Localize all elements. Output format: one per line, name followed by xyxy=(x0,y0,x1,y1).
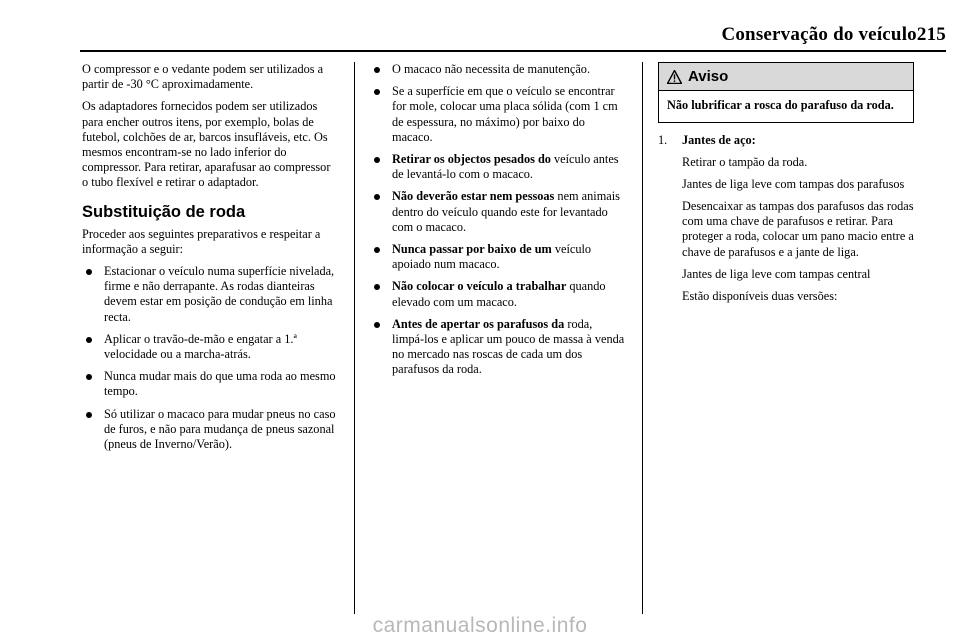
paragraph: Proceder aos seguintes preparativos e respeitar a informação a seguir: xyxy=(82,226,321,256)
list-item xyxy=(370,62,626,77)
list-item xyxy=(370,317,626,378)
list-item xyxy=(82,369,338,399)
list-item-text: veículo antes de levantá-lo com o macaco. xyxy=(392,152,619,182)
warning-header xyxy=(659,63,913,91)
paragraph: Jantes de liga leve com tampas central xyxy=(682,266,871,281)
paragraph: Desencaixar as tampas dos parafusos das rodas com uma chave de parafusos e retirar. Para proteger a roda, colocar um pano macio entre a chave de parafusos e a jante de liga. xyxy=(682,199,914,259)
page-header xyxy=(80,24,946,46)
column-divider-1 xyxy=(354,62,355,614)
text-column-3 xyxy=(658,62,914,311)
paragraph: Os adaptadores fornecidos podem ser utilizados para encher outros itens, por exemplo, bolas de futebol, colchões de ar, barcos insufláveis, etc. Os mesmos encontram-se no lado inferior do compressor. Para retirar, aparafusar ao compressor o tubo flexível e retirar o adaptador. xyxy=(82,99,331,190)
warning-triangle-icon xyxy=(667,70,682,84)
numbered-list xyxy=(658,133,914,148)
list-item-text: Nunca mudar mais do que uma roda ao mesmo tempo. xyxy=(104,369,336,399)
list-item-text: nem animais dentro do veículo quando este for levantado com o macaco. xyxy=(392,189,620,234)
paragraph: Jantes de liga leve com tampas dos parafusos xyxy=(682,176,905,191)
list-item-number: 1. xyxy=(658,133,668,148)
warning-box xyxy=(658,62,914,123)
bullet-list xyxy=(82,264,338,452)
list-item-lead: Não deverão estar nem pessoas xyxy=(392,189,555,204)
column-divider-2 xyxy=(642,62,643,614)
list-item-lead: Retirar os objectos pesados do xyxy=(392,152,551,167)
list-item-text: O macaco não necessita de manutenção. xyxy=(392,62,591,76)
warning-title: Aviso xyxy=(688,68,729,85)
list-item-heading: Jantes de aço: xyxy=(682,133,756,148)
text-column-1 xyxy=(82,62,338,459)
list-item xyxy=(370,242,626,272)
list-item-text: Só utilizar o macaco para mudar pneus no caso de furos, e não para mudança de pneus sazonal (pneus de Inverno/Verão). xyxy=(104,406,336,452)
list-item xyxy=(82,264,338,325)
header-divider xyxy=(80,50,946,52)
list-item-text: Estacionar o veículo numa superfície nivelada, firme e não derrapante. As rodas dianteiras devem estar em posição de condução em linha recta. xyxy=(104,264,335,324)
paragraph: Retirar o tampão da roda. xyxy=(682,154,808,169)
list-item xyxy=(658,133,914,148)
list-item xyxy=(370,189,626,235)
list-item-text: veículo apoiado num macaco. xyxy=(392,242,592,272)
paragraph: O compressor e o vedante podem ser utilizados a partir de -30 °C aproximadamente. xyxy=(82,62,324,92)
list-item xyxy=(82,407,338,453)
warning-body: Não lubrificar a rosca do parafuso da roda. xyxy=(667,98,894,113)
header-title: Conservação do veículo xyxy=(721,24,917,45)
header-page-number: 215 xyxy=(916,24,946,45)
list-item-text: Aplicar o travão-de-mão e engatar a 1.ª velocidade ou a marcha-atrás. xyxy=(104,331,297,362)
list-item-text: Se a superfície em que o veículo se encontrar for mole, colocar uma placa sólida (com 1 cm de espessura, no máximo) por baixo do macaco. xyxy=(392,84,618,144)
list-item xyxy=(82,332,338,362)
list-item xyxy=(370,84,626,145)
footer-watermark: carmanualsonline.info xyxy=(372,614,588,637)
list-item-lead: Nunca passar por baixo de um xyxy=(392,242,552,257)
bullet-list xyxy=(370,62,626,378)
list-item-text: quando elevado com um macaco. xyxy=(392,279,606,309)
list-item-lead: Não colocar o veículo a trabalhar xyxy=(392,279,567,294)
list-item xyxy=(370,279,626,309)
list-item xyxy=(370,152,626,182)
list-item-lead: Antes de apertar os parafusos da xyxy=(392,316,565,331)
section-heading: Substituição de roda xyxy=(82,202,246,221)
paragraph: Estão disponíveis duas versões: xyxy=(682,289,838,304)
list-item-text: roda, limpá-los e aplicar um pouco de massa à venda no mercado nas roscas de cada um dos parafusos da roda. xyxy=(392,316,625,377)
text-column-2 xyxy=(370,62,626,385)
